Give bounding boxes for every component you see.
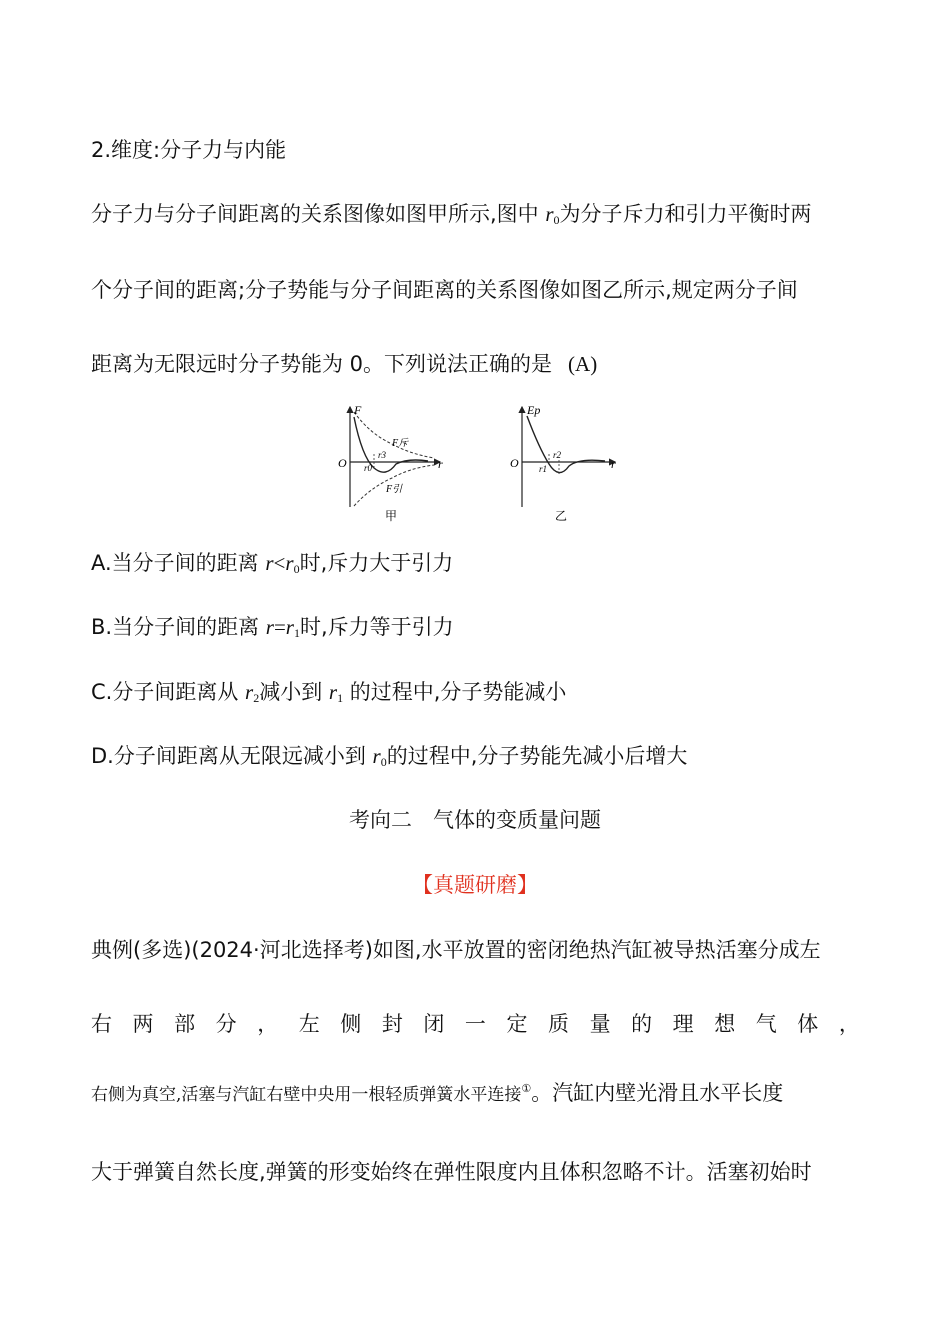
x-axis-label-right: r: [611, 457, 616, 471]
origin-label-right: O: [510, 456, 519, 470]
origin-label: O: [338, 456, 347, 470]
section-title: 考向二 气体的变质量问题: [349, 808, 601, 832]
option-b: B.当分子间的距离 $r=r_1$时,斥力等于引力: [91, 615, 454, 640]
figure-left-force-graph: [330, 402, 450, 527]
caption-left: 甲: [385, 509, 398, 523]
heading: 2.维度:分子力与内能: [91, 138, 287, 162]
intro-line-2: 个分子间的距离;分子势能与分子间距离的关系图像如图乙所示,规定两分子间: [91, 278, 798, 302]
r1-label: r1: [539, 464, 548, 474]
r2-label: r2: [553, 450, 562, 460]
x-axis-label: r: [438, 457, 443, 471]
intro-line-1: 分子力与分子间距离的关系图像如图甲所示,图中 $r_0$为分子斥力和引力平衡时两: [91, 202, 812, 227]
sub-title: 【真题研磨】: [412, 873, 538, 897]
ep-axis-label: Ep: [527, 403, 541, 417]
intro-line-3: 距离为无限远时分子势能为 0。下列说法正确的是 (A): [91, 352, 598, 376]
example-line-4: 大于弹簧自然长度,弹簧的形变始终在弹性限度内且体积忽略不计。活塞初始时: [91, 1160, 812, 1184]
figure-right-energy-graph: [505, 402, 625, 527]
example-line-3: 右侧为真空,活塞与汽缸右壁中央用一根轻质弹簧水平连接①。汽缸内壁光滑且水平长度: [91, 1081, 784, 1105]
f-attractive-label: F引: [386, 484, 403, 495]
footnote-marker: ①: [521, 1082, 532, 1095]
f-repulsive-label: F斥: [392, 438, 409, 449]
y-axis-label: F: [354, 403, 362, 417]
r0-label: r0: [364, 463, 373, 473]
caption-right: 乙: [555, 509, 568, 523]
r3-label: r3: [378, 450, 387, 460]
option-a: A.当分子间的距离 $r<r_0$时,斥力大于引力: [91, 551, 454, 576]
example-line-2: 右 两 部 分 ， 左 侧 封 闭 一 定 质 量 的 理 想 气 体 ，: [91, 1012, 860, 1036]
option-d: D.分子间距离从无限远减小到 $r_0$的过程中,分子势能先减小后增大: [91, 744, 688, 769]
option-c: C.分子间距离从 $r_2$减小到 $r_1$ 的过程中,分子势能减小: [91, 680, 567, 705]
answer: (A): [568, 352, 598, 376]
example-line-1: 典例(多选)(2024·河北选择考)如图,水平放置的密闭绝热汽缸被导热活塞分成左: [91, 938, 821, 962]
